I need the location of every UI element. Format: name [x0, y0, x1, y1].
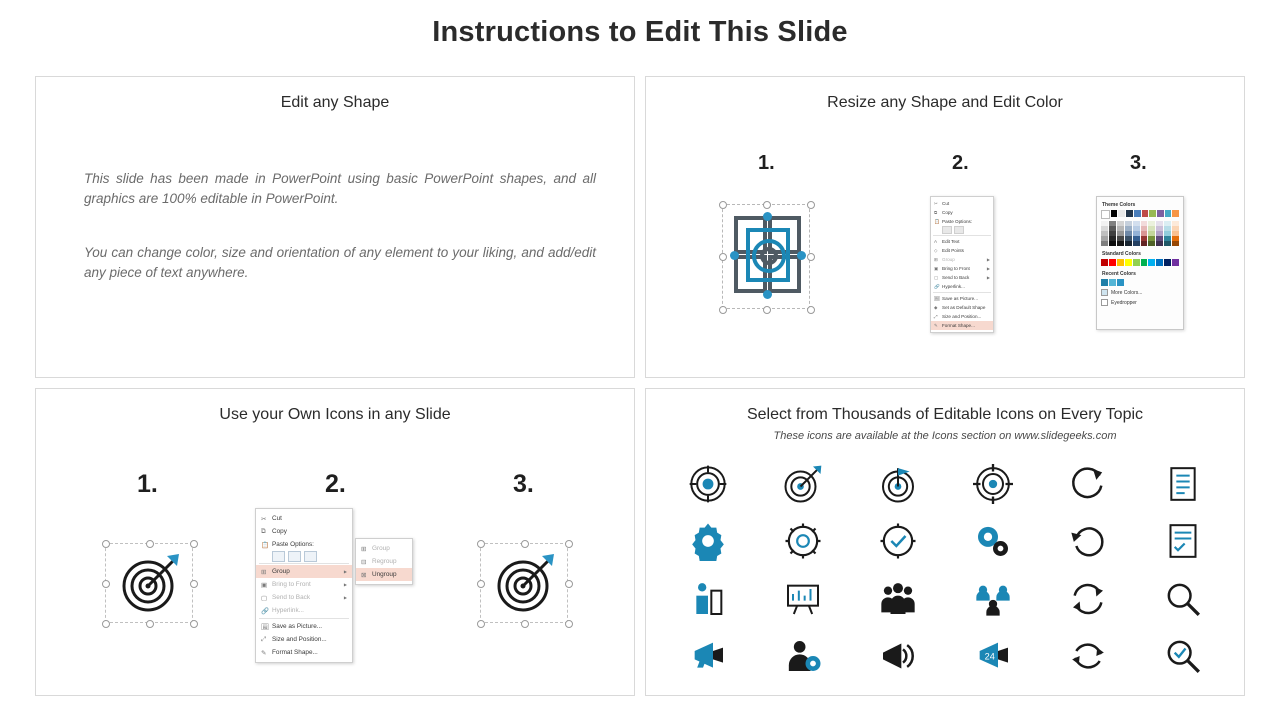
swatch[interactable] [1109, 241, 1116, 246]
group-submenu[interactable] [355, 538, 413, 585]
divider [259, 563, 349, 564]
resize-handle-e[interactable] [807, 253, 815, 261]
gear-check-icon[interactable] [878, 521, 918, 561]
panel-title-own-icons: Use your Own Icons in any Slide [219, 406, 451, 423]
context-menu-item-group[interactable] [256, 565, 352, 578]
resize-handle-nw[interactable] [102, 540, 110, 548]
crosshair-target-icon[interactable] [973, 464, 1013, 504]
swatch[interactable] [1117, 259, 1124, 266]
swatch[interactable] [1164, 259, 1171, 266]
page-title: Instructions to Edit This Slide [432, 16, 848, 48]
chevron-right-icon: ▶ [343, 595, 347, 600]
divider [933, 235, 991, 236]
paste-option-keep-formatting-icon[interactable] [942, 226, 952, 234]
resize-handle-n[interactable] [521, 540, 529, 548]
panel-subtitle-select-icons: These icons are available at the Icons section on www.slidegeeks.com [773, 430, 1117, 442]
context-menu-label: Bring to Front [942, 266, 970, 271]
resize-handle-e[interactable] [565, 580, 573, 588]
standard-colors-row[interactable] [1101, 259, 1179, 266]
team-meeting-icon[interactable] [973, 579, 1013, 619]
context-menu-item-format-shape[interactable] [256, 646, 352, 659]
context-menu-label: Cut [272, 515, 282, 522]
swatch[interactable] [1101, 259, 1108, 266]
size-position-icon: ⤢ [261, 635, 267, 643]
more-colors-label: More Colors... [1111, 289, 1143, 296]
shape-blue-circle [750, 237, 788, 275]
resize-step-number-3: 3. [1130, 152, 1147, 174]
swatch[interactable] [1101, 210, 1110, 219]
context-menu-label: Edit Text [942, 239, 960, 244]
copy-icon: ⧉ [261, 527, 266, 535]
resize-handle-ne[interactable] [807, 201, 815, 209]
send-to-back-icon: ▢ [934, 274, 939, 280]
context-menu-label: Size and Position... [272, 636, 327, 643]
megaphone-24-icon[interactable] [973, 636, 1013, 676]
resize-handle-sw[interactable] [477, 620, 485, 628]
context-menu-label: Save as Picture... [272, 623, 323, 630]
chevron-right-icon: ▶ [343, 569, 347, 574]
search-check-icon[interactable] [1163, 636, 1203, 676]
swatch[interactable] [1101, 279, 1108, 286]
powerpoint-context-menu-large[interactable] [255, 508, 353, 663]
panel-title-resize-shape: Resize any Shape and Edit Color [827, 94, 1063, 111]
context-menu-item-hyperlink[interactable] [931, 282, 993, 291]
swatch[interactable] [1156, 259, 1163, 266]
own-icons-step-number-2: 2. [325, 470, 346, 498]
eyedropper-label: Eyedropper [1111, 299, 1137, 306]
panel-title-select-icons: Select from Thousands of Editable Icons on Every Topic [746, 406, 1144, 423]
resize-handle-se[interactable] [807, 306, 815, 314]
cut-icon: ✂ [261, 515, 267, 523]
copy-icon: ⧉ [934, 210, 938, 215]
eyedropper-icon [1101, 299, 1108, 306]
resize-handle-n[interactable] [146, 540, 154, 548]
resize-handle-w[interactable] [719, 253, 727, 261]
context-menu-item-paste-options[interactable] [931, 217, 993, 226]
bullhorn-icon[interactable] [878, 636, 918, 676]
resize-handle-n[interactable] [763, 201, 771, 209]
context-menu-item-set-default-shape[interactable] [931, 303, 993, 312]
document-list-icon[interactable] [1163, 464, 1203, 504]
swatch[interactable] [1133, 259, 1140, 266]
resize-handle-nw[interactable] [477, 540, 485, 548]
panel-edit-any-shape [35, 76, 635, 378]
recent-colors-row[interactable] [1101, 279, 1179, 286]
hyperlink-icon: 🔗 [934, 283, 940, 289]
swatch[interactable] [1164, 241, 1171, 246]
theme-colors-row-shade-2[interactable] [1101, 241, 1179, 246]
shape-handle-blue-top[interactable] [763, 212, 772, 221]
context-menu-item-edit-points[interactable] [931, 246, 993, 255]
resize-handle-s[interactable] [521, 620, 529, 628]
shape-handle-blue-right[interactable] [797, 251, 806, 260]
person-podium-icon[interactable] [688, 579, 728, 619]
context-menu-label: Group [272, 568, 290, 575]
color-picker-popup[interactable] [1096, 196, 1184, 330]
resize-handle-e[interactable] [190, 580, 198, 588]
powerpoint-context-menu-small[interactable] [930, 196, 994, 333]
hyperlink-icon: 🔗 [261, 607, 269, 615]
swatch[interactable] [1118, 210, 1125, 217]
context-menu-item-paste-options[interactable] [256, 538, 352, 551]
send-to-back-icon: ▢ [261, 594, 268, 602]
swatch[interactable] [1156, 241, 1163, 246]
submenu-item-regroup[interactable] [356, 555, 412, 568]
group-icon: ⊞ [261, 568, 267, 576]
submenu-item-group[interactable] [356, 542, 412, 555]
shape-handle-blue-left[interactable] [730, 251, 739, 260]
target-flag-icon[interactable] [878, 464, 918, 504]
swatch[interactable] [1141, 241, 1148, 246]
context-menu-label: Size and Position... [942, 314, 982, 319]
swatch[interactable] [1149, 210, 1156, 217]
sync-arrows-icon[interactable] [1068, 579, 1108, 619]
gear-solid-icon[interactable] [688, 521, 728, 561]
circular-arrows-icon[interactable] [1068, 636, 1108, 676]
swatch[interactable] [1157, 210, 1164, 217]
context-menu-item-copy[interactable] [256, 525, 352, 538]
swatch[interactable] [1142, 210, 1149, 217]
megaphone-star-icon[interactable] [688, 636, 728, 676]
swatch[interactable] [1125, 241, 1132, 246]
refresh-arrow-icon[interactable] [1068, 464, 1108, 504]
edit-text-icon: A [934, 239, 938, 244]
swatch[interactable] [1126, 210, 1133, 217]
more-colors-icon [1101, 289, 1108, 296]
resize-handle-se[interactable] [190, 620, 198, 628]
submenu-label: Ungroup [372, 571, 397, 578]
submenu-label: Regroup [372, 558, 397, 565]
panel-title-edit-shape: Edit any Shape [280, 94, 390, 111]
ungroup-icon: ⊠ [361, 571, 367, 579]
resize-handle-se[interactable] [565, 620, 573, 628]
context-menu-label: Format Shape... [942, 323, 975, 328]
context-menu-item-size-and-position[interactable] [931, 312, 993, 321]
swatch[interactable] [1117, 279, 1124, 286]
context-menu-item-copy[interactable] [931, 208, 993, 217]
paste-icon: 📋 [934, 218, 940, 224]
own-icon-target-3[interactable] [480, 538, 570, 628]
save-picture-icon: 🖼 [934, 295, 940, 301]
save-picture-icon: 🖼 [261, 623, 270, 631]
divider [933, 292, 991, 293]
chevron-right-icon: ▶ [986, 266, 990, 271]
own-icons-step-number-1: 1. [137, 470, 158, 498]
resize-handle-w[interactable] [102, 580, 110, 588]
paste-icon-row[interactable] [931, 226, 993, 234]
swatch[interactable] [1172, 259, 1179, 266]
context-menu-item-cut[interactable] [931, 199, 993, 208]
resize-step-number-2: 2. [952, 152, 969, 174]
context-menu-item-save-as-picture[interactable] [256, 620, 352, 633]
resize-handle-s[interactable] [146, 620, 154, 628]
swatch[interactable] [1111, 210, 1118, 217]
chevron-right-icon: ▶ [986, 257, 990, 262]
default-shape-icon: ◆ [934, 304, 938, 310]
context-menu-label: Set as Default Shape [942, 305, 986, 310]
swatch[interactable] [1109, 259, 1116, 266]
standard-colors-label: Standard Colors [1102, 251, 1141, 257]
context-menu-item-group[interactable] [931, 255, 993, 264]
size-position-icon: ⤢ [934, 314, 938, 319]
swatch[interactable] [1125, 259, 1132, 266]
target-circles-icon[interactable] [688, 464, 728, 504]
edit-shape-paragraph-2: You can change color, size and orientation of any element to your liking, and add/edit any piece of text anywhere. [84, 245, 596, 281]
svg-text:24: 24 [984, 651, 995, 662]
swatch[interactable] [1148, 259, 1155, 266]
resize-handle-w[interactable] [477, 580, 485, 588]
context-menu-item-bring-to-front[interactable] [256, 578, 352, 591]
paste-option-picture-icon[interactable] [304, 551, 317, 562]
swatch[interactable] [1172, 210, 1179, 217]
paste-options-icons-row[interactable] [256, 551, 352, 562]
swatch[interactable] [1109, 279, 1116, 286]
group-people-icon[interactable] [878, 579, 918, 619]
swatch[interactable] [1133, 241, 1140, 246]
resize-handle-ne[interactable] [565, 540, 573, 548]
gear-outline-icon[interactable] [783, 521, 823, 561]
edit-points-icon: ◇ [934, 247, 938, 253]
rotate-clockwise-icon[interactable] [1068, 521, 1108, 561]
context-menu-item-edit-text[interactable] [931, 237, 993, 246]
context-menu-label: Paste Options: [942, 219, 973, 224]
context-menu-item-send-to-back[interactable] [931, 273, 993, 282]
theme-colors-row-base[interactable] [1101, 210, 1179, 219]
magnifier-icon[interactable] [1163, 579, 1203, 619]
context-menu-label: Format Shape... [272, 649, 318, 656]
resize-handle-sw[interactable] [102, 620, 110, 628]
chevron-right-icon: ▶ [986, 275, 990, 280]
paste-icon: 📋 [261, 541, 269, 549]
recent-colors-label: Recent Colors [1102, 271, 1136, 277]
paste-option-merge-icon[interactable] [288, 551, 301, 562]
presentation-board-icon[interactable] [783, 579, 823, 619]
swatch[interactable] [1172, 241, 1179, 246]
theme-colors-label: Theme Colors [1102, 202, 1136, 208]
context-menu-label: Hyperlink... [272, 607, 304, 614]
divider [259, 618, 349, 619]
group-icon: ⊞ [361, 545, 367, 553]
dartboard-arrow-icon[interactable] [783, 464, 823, 504]
context-menu-label: Paste Options: [272, 541, 314, 548]
resize-handle-sw[interactable] [719, 306, 727, 314]
context-menu-label: Copy [942, 210, 953, 215]
swatch[interactable] [1134, 210, 1141, 217]
own-icon-target-1[interactable] [105, 538, 195, 628]
context-menu-item-format-shape[interactable] [931, 321, 993, 330]
context-menu-label: Send to Back [272, 594, 311, 601]
context-menu-item-send-to-back[interactable] [256, 591, 352, 604]
editable-shape-mock[interactable] [712, 192, 824, 324]
submenu-label: Group [372, 545, 390, 552]
swatch[interactable] [1117, 241, 1124, 246]
context-menu-item-hyperlink[interactable] [256, 604, 352, 617]
resize-handle-nw[interactable] [719, 201, 727, 209]
resize-handle-s[interactable] [763, 306, 771, 314]
more-colors-option[interactable] [1101, 289, 1179, 296]
format-shape-icon: ✎ [261, 649, 267, 657]
resize-handle-ne[interactable] [190, 540, 198, 548]
submenu-item-ungroup[interactable] [356, 568, 412, 581]
edit-shape-paragraph-1: This slide has been made in PowerPoint using basic PowerPoint shapes, and all graphics are 100% editable in PowerPoint. [84, 171, 596, 207]
swatch[interactable] [1141, 259, 1148, 266]
dartboard-arrow-icon [119, 552, 181, 614]
cut-icon: ✂ [934, 200, 938, 206]
chevron-right-icon: ▶ [343, 582, 347, 587]
dartboard-arrow-icon [494, 552, 556, 614]
context-menu-item-bring-to-front[interactable] [931, 264, 993, 273]
context-menu-item-size-and-position[interactable] [256, 633, 352, 646]
regroup-icon: ⊟ [361, 558, 367, 566]
swatch[interactable] [1165, 210, 1172, 217]
context-menu-item-save-as-picture[interactable] [931, 294, 993, 303]
own-icons-step-number-3: 3. [513, 470, 534, 498]
gears-pair-icon[interactable] [973, 521, 1013, 561]
paste-option-picture-icon[interactable] [954, 226, 964, 234]
checklist-document-icon[interactable] [1163, 521, 1203, 561]
shape-handle-blue-bottom[interactable] [763, 290, 772, 299]
format-shape-icon: ✎ [934, 322, 938, 328]
swatch[interactable] [1148, 241, 1155, 246]
person-gear-icon[interactable] [783, 636, 823, 676]
paste-option-keep-source-icon[interactable] [272, 551, 285, 562]
context-menu-label: Hyperlink... [942, 284, 965, 289]
context-menu-item-cut[interactable] [256, 512, 352, 525]
context-menu-label: Bring to Front [272, 581, 311, 588]
bring-to-front-icon: ▣ [934, 265, 939, 271]
group-icon: ⊞ [934, 256, 938, 262]
context-menu-label: Edit Points [942, 248, 964, 253]
swatch[interactable] [1101, 241, 1108, 246]
icon-gallery-grid [660, 455, 1230, 685]
context-menu-label: Copy [272, 528, 287, 535]
context-menu-label: Cut [942, 201, 950, 206]
bring-to-front-icon: ▣ [261, 581, 268, 589]
context-menu-label: Group [942, 257, 955, 262]
context-menu-label: Send to Back [942, 275, 970, 280]
resize-step-number-1: 1. [758, 152, 775, 174]
context-menu-label: Save as Picture... [942, 296, 979, 301]
eyedropper-option[interactable] [1101, 299, 1179, 306]
